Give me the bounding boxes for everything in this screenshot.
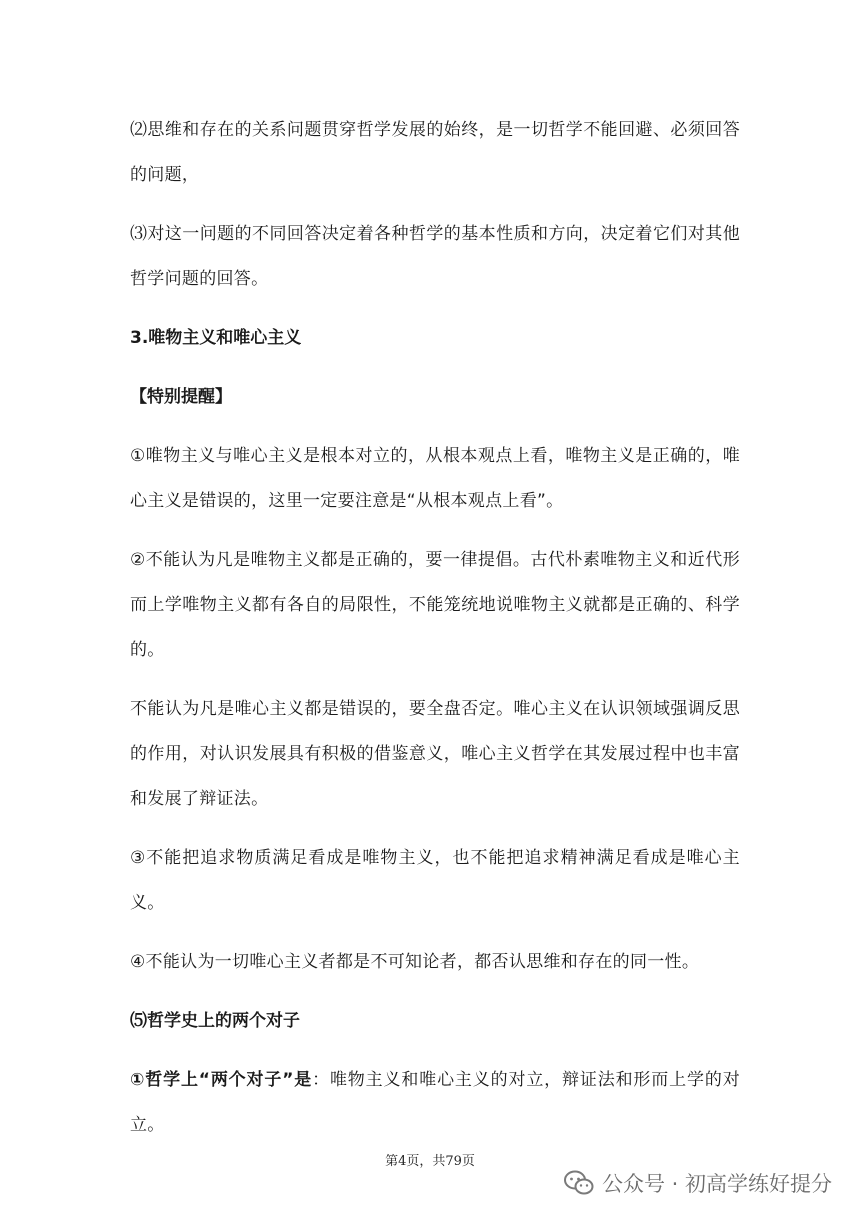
paragraph-reminder-2-cont: 不能认为凡是唯心主义都是错误的，要全盘否定。唯心主义在认识领域强调反思的作用，对认识发展具有积极的借鉴意义，唯心主义哲学在其发展过程中也丰富和发展了辩证法。	[130, 699, 740, 809]
paragraph-two-pairs-lead: ①哲学上“两个对子”是	[130, 1070, 313, 1090]
watermark-text: 公众号 · 初高学练好提分	[601, 1172, 832, 1196]
paragraph-two-pairs-rest: ：唯物主义和唯心主义的对立，辩证法和形而上学的对立。	[130, 1070, 740, 1135]
page-number: 第4页，共79页	[385, 1154, 475, 1169]
paragraph-thought-existence: ⑵思维和存在的关系问题贯穿哲学发展的始终，是一切哲学不能回避、必须回答的问题，	[130, 120, 740, 185]
paragraph-different-answers: ⑶对这一问题的不同回答决定着各种哲学的基本性质和方向，决定着它们对其他哲学问题的回答。	[130, 224, 740, 289]
paragraph-reminder-1: ①唯物主义与唯心主义是根本对立的，从根本观点上看，唯物主义是正确的，唯心主义是错误的，这里一定要注意是“从根本观点上看”。	[130, 446, 740, 511]
paragraph-reminder-4: ④不能认为一切唯心主义者都是不可知论者，都否认思维和存在的同一性。	[130, 952, 700, 972]
paragraph-two-pairs	[130, 1058, 740, 1148]
section-heading-materialism-idealism: 3.唯物主义和唯心主义	[130, 328, 302, 348]
wechat-icon	[564, 1170, 594, 1196]
wechat-watermark	[564, 1168, 832, 1198]
section-heading-two-pairs: ⑸哲学史上的两个对子	[130, 1011, 300, 1031]
paragraph-reminder-2: ②不能认为凡是唯物主义都是正确的，要一律提倡。古代朴素唯物主义和近代形而上学唯物主义都有各自的局限性，不能笼统地说唯物主义就都是正确的、科学的。	[130, 550, 740, 660]
paragraph-reminder-3: ③不能把追求物质满足看成是唯物主义，也不能把追求精神满足看成是唯心主义。	[130, 848, 740, 913]
special-reminder-heading: 【特别提醒】	[130, 387, 232, 407]
document-body	[130, 108, 740, 1162]
